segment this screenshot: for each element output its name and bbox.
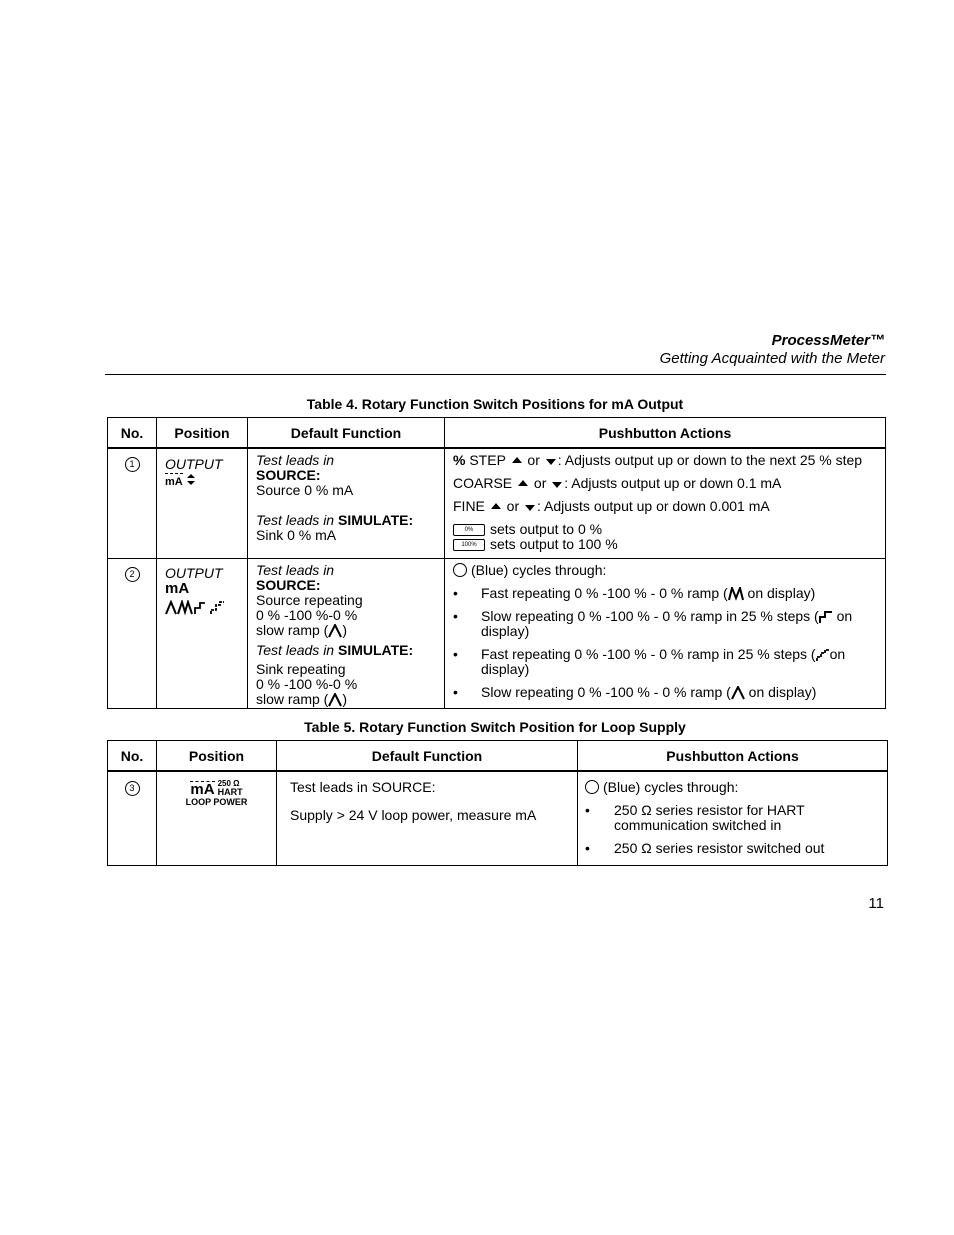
table-row: 3 mA 250 Ω HART LOOP POWER Test leads in SOURCE: Supply > 24 V loop power, measure mA (Blue) cycles through: • 250 Ω series resistor for HART communication switched in • 250 Ω series resistor switched out <box>108 771 888 865</box>
slow-ramp-icon <box>328 624 342 638</box>
ma-unit-label: mA <box>165 579 190 597</box>
list-item: • Slow repeating 0 % -100 % - 0 % ramp in 25 % steps ( on display) <box>453 607 853 639</box>
ma-dc-icon <box>165 473 239 490</box>
blue-button-icon <box>585 780 599 794</box>
table5 <box>107 740 888 866</box>
list-item: • Fast repeating 0 % -100 % - 0 % ramp in 25 % steps ( on display) <box>453 645 846 677</box>
header-title: ProcessMeter™ <box>771 332 885 349</box>
list-item: • 250 Ω series resistor switched out <box>585 840 825 856</box>
fast-ramp-icon <box>728 587 744 601</box>
col-header-no: No. <box>108 741 157 772</box>
table4-caption: Table 4. Rotary Function Switch Positions for mA Output <box>306 396 684 412</box>
col-header-no: No. <box>108 418 157 449</box>
table-row: 2 OUTPUT mA Test leads in SOURCE: Source repeating 0 % -100 %-0 % slow ramp ( ) Test leads in SIMULATE: Sink repeating 0 % -100 %-0 % slow ramp ( ) (Blue) cycles through: • Fast repeating 0 % -100 % - 0 % ramp ( on display) • Slow repeating 0 % -100 % - 0 % ramp in 25 % steps ( on display) • Fast repeating 0 % -100 % - 0 % ramp in 25 % steps ( on display) • Slow repeating 0 % -100 % - 0 % ramp ( on display) <box>108 558 886 708</box>
table5-caption: Table 5. Rotary Function Switch Position for Loop Supply <box>304 719 686 735</box>
list-item: • 250 Ω series resistor for HART communication switched in <box>585 802 805 833</box>
col-header-default-function: Default Function <box>248 418 445 449</box>
down-arrow-icon <box>525 505 535 511</box>
list-item: • Slow repeating 0 % -100 % - 0 % ramp ( on display) <box>453 683 817 700</box>
up-arrow-icon <box>518 480 528 486</box>
zero-percent-button-icon: 0% <box>453 524 485 536</box>
up-arrow-icon <box>512 457 522 463</box>
row-number-badge: 1 <box>125 457 140 472</box>
hundred-percent-button-icon: 100% <box>453 539 485 551</box>
ramp-waveforms-icon <box>165 600 239 619</box>
position-label: OUTPUT <box>165 456 223 472</box>
down-arrow-icon <box>546 459 556 465</box>
page-number: 11 <box>868 895 884 912</box>
col-header-pushbutton-actions: Pushbutton Actions <box>445 418 886 449</box>
slow-step-icon <box>819 610 833 624</box>
table4-header-row <box>108 418 886 449</box>
slow-ramp-icon <box>328 693 342 707</box>
slow-ramp-icon <box>731 686 745 700</box>
up-down-arrows-icon <box>187 474 195 485</box>
row-number-badge: 3 <box>125 781 140 796</box>
ma-label: mA <box>165 473 183 490</box>
fast-step-icon <box>816 648 830 662</box>
list-item: • Fast repeating 0 % -100 % - 0 % ramp ( on display) <box>453 584 816 601</box>
col-header-pushbutton-actions: Pushbutton Actions <box>578 741 888 772</box>
col-header-position: Position <box>157 418 248 449</box>
table4 <box>107 417 886 709</box>
blue-button-icon <box>453 563 467 577</box>
table-row: 1 OUTPUT mA Test leads in SOURCE: Source 0 % mA Test leads in SIMULATE: Sink 0 % mA % STEP or : Adjusts output up or down to the next 25 % step COARSE or : Adjusts output up or down 0.1 mA FINE or : Adjusts output up or down 0.001 mA 0% sets output to 0 % 100% sets output to 100 % <box>108 448 886 558</box>
loop-power-icon: mA 250 Ω HART LOOP POWER <box>185 779 248 807</box>
page-header <box>660 332 885 368</box>
table5-header-row <box>108 741 888 772</box>
header-subtitle: Getting Acquainted with the Meter <box>659 350 885 367</box>
col-header-default-function: Default Function <box>277 741 578 772</box>
down-arrow-icon <box>552 482 562 488</box>
col-header-position: Position <box>157 741 277 772</box>
up-arrow-icon <box>491 503 501 509</box>
row-number-badge: 2 <box>125 567 140 582</box>
header-rule <box>105 374 886 375</box>
